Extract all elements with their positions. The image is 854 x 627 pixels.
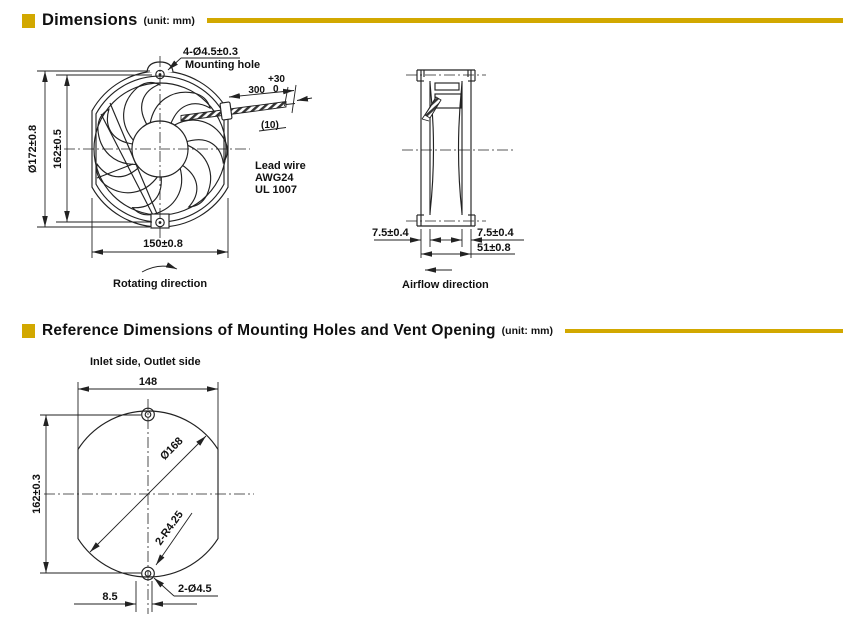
side-view-dimensions: [372, 227, 524, 291]
dim-wire-offset: 8.5: [102, 591, 118, 603]
label-view-side: Inlet side, Outlet side: [90, 356, 201, 368]
vent-centerlines: [44, 399, 254, 614]
dim-wire-tol-zero: 0: [273, 84, 279, 95]
section-unit: (unit: mm): [501, 325, 553, 337]
label-mounting-hole: Mounting hole: [185, 59, 261, 71]
dim-wire-length: 300: [248, 85, 265, 96]
nameplate-label-small: [435, 83, 459, 90]
section-title: Dimensions: [42, 11, 138, 29]
label-rotating-direction: Rotating direction: [113, 278, 208, 290]
section-unit: (unit: mm): [143, 14, 195, 27]
dim-notch-radius: 2-R4.25: [153, 508, 186, 548]
label-lead-wire: Lead wire: [255, 160, 306, 172]
fan-side-view: [402, 70, 514, 226]
dim-hole-pitch-vertical: 162±0.5: [52, 129, 64, 169]
section-title: Reference Dimensions of Mounting Holes and Vent Opening: [42, 322, 496, 339]
rotating-direction-arrow: [142, 266, 177, 272]
label-airflow-direction: Airflow direction: [402, 279, 489, 291]
dim-wire-strip: (10): [261, 120, 279, 131]
label-mounting-hole-spec: 4-Ø4.5±0.3: [183, 46, 238, 58]
dim-vent-diameter: Ø168: [158, 435, 186, 463]
dim-width-across-flats: 150±0.8: [143, 238, 183, 250]
label-lead-wire-type: UL 1007: [255, 184, 297, 196]
dim-depth: 51±0.8: [477, 242, 511, 254]
dim-flange-right: 7.5±0.4: [477, 227, 514, 239]
dim-outer-diameter: Ø172±0.8: [27, 124, 39, 174]
label-lead-wire-gauge: AWG24: [255, 172, 294, 184]
dim-hole-pitch-horizontal: 148: [138, 376, 158, 388]
vent-opening-view: [31, 356, 254, 614]
dim-hole-diameter: 2-Ø4.5: [178, 583, 212, 595]
dim-wire-tol-plus: +30: [268, 74, 285, 85]
dim-flange-left: 7.5±0.4: [372, 227, 409, 239]
dim-hole-pitch-vertical: 162±0.3: [31, 474, 43, 514]
